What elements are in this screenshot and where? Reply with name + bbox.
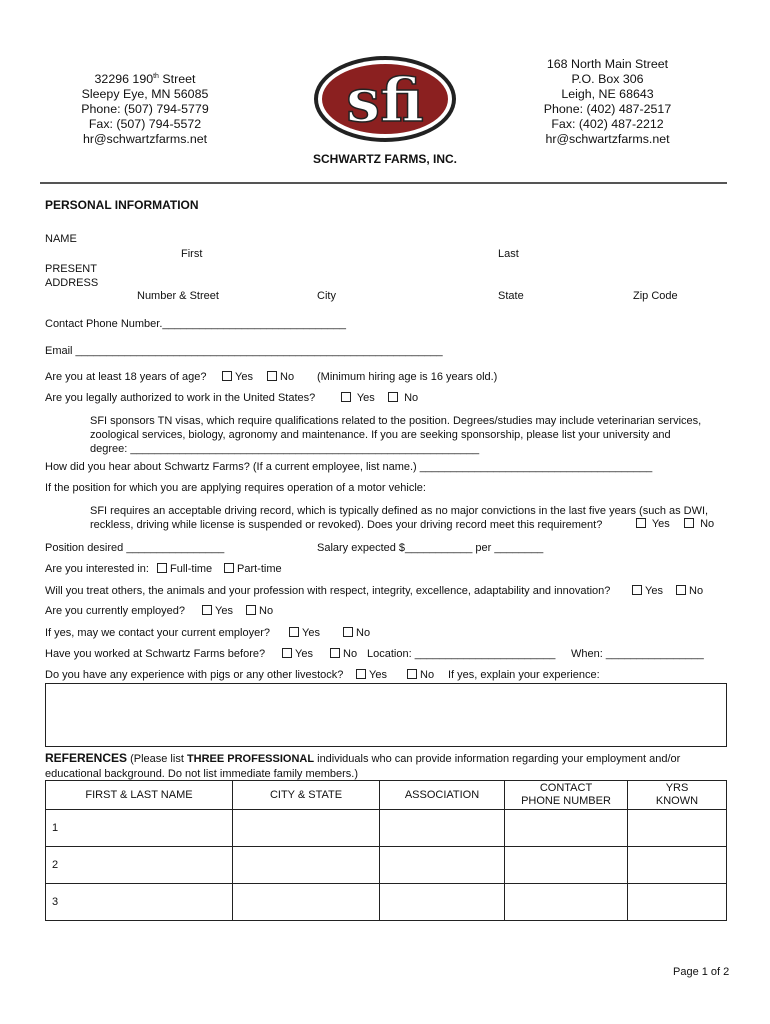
visa-line-2: zoological services, biology, agronomy and maintenance. If you are seeking sponsorship, please list your university and: [90, 429, 671, 441]
table-row: [46, 884, 727, 921]
page-number: Page 1 of 2: [673, 966, 730, 978]
worked-before-question: Have you worked at Schwartz Farms before?: [45, 648, 266, 660]
checkbox-icon[interactable]: [267, 371, 277, 381]
checkbox-icon[interactable]: [224, 563, 234, 573]
checkbox-icon[interactable]: [632, 585, 642, 595]
age-note: (Minimum hiring age is 16 years old.): [317, 371, 498, 383]
reference-1-phone-cell[interactable]: [505, 810, 628, 847]
left-address-fax: Fax: (507) 794-5572: [88, 117, 202, 132]
right-address-email: hr@schwartzfarms.net: [545, 132, 670, 146]
checkbox-icon[interactable]: [222, 371, 232, 381]
work-auth-no-checkbox[interactable]: No: [388, 392, 418, 404]
livestock-question: Do you have any experience with pigs or any other livestock?: [45, 669, 344, 681]
driving-no-checkbox[interactable]: No: [684, 518, 714, 530]
checkbox-icon[interactable]: [289, 627, 299, 637]
col-header-association: ASSOCIATION: [380, 781, 505, 810]
age-question: Are you at least 18 years of age?: [45, 371, 207, 383]
worked-before-no-checkbox[interactable]: No: [330, 648, 357, 660]
references-title: REFERENCES: [45, 751, 128, 765]
reference-1-name-cell[interactable]: 1: [46, 810, 233, 847]
right-address-po-box: P.O. Box 306: [571, 72, 644, 86]
checkbox-icon[interactable]: [676, 585, 686, 595]
street-caption[interactable]: Number & Street: [137, 290, 219, 302]
reference-2-years-cell[interactable]: [628, 847, 727, 884]
experience-textarea[interactable]: [45, 683, 727, 747]
first-name-caption[interactable]: First: [181, 248, 203, 260]
right-address-street: 168 North Main Street: [546, 57, 669, 71]
checkbox-icon[interactable]: [202, 605, 212, 615]
reference-1-city-cell[interactable]: [233, 810, 380, 847]
table-row: [46, 810, 727, 847]
references-header-row: [46, 781, 727, 810]
checkbox-icon[interactable]: [343, 627, 353, 637]
visa-paragraph: [90, 414, 730, 456]
company-logo: [312, 54, 458, 144]
email-field[interactable]: Email ____________________________________________________________: [45, 345, 443, 357]
work-auth-question: Are you legally authorized to work in the United States?: [45, 392, 316, 404]
driving-paragraph: [90, 504, 730, 532]
location-field[interactable]: Location: _______________________: [367, 648, 556, 660]
checkbox-icon[interactable]: [407, 669, 417, 679]
respect-no-checkbox[interactable]: No: [676, 585, 703, 597]
logo-text: sfi: [346, 66, 424, 136]
left-address-phone: Phone: (507) 794-5779: [81, 102, 209, 117]
checkbox-icon[interactable]: [330, 648, 340, 658]
employed-no-checkbox[interactable]: No: [246, 605, 273, 617]
full-time-checkbox[interactable]: Full-time: [157, 563, 212, 575]
checkbox-icon[interactable]: [341, 392, 351, 402]
city-caption[interactable]: City: [317, 290, 336, 302]
left-address-street: 32296 190th Street: [94, 72, 196, 87]
references-intro: [45, 751, 680, 782]
last-name-caption[interactable]: Last: [498, 248, 519, 260]
name-label: NAME: [45, 233, 77, 245]
section-title: PERSONAL INFORMATION: [45, 198, 199, 212]
col-header-name: FIRST & LAST NAME: [46, 781, 233, 810]
reference-2-association-cell[interactable]: [380, 847, 505, 884]
visa-degree-field[interactable]: degree: _________________________________________________________: [90, 443, 480, 455]
reference-3-name-cell[interactable]: 3: [46, 884, 233, 921]
position-desired-field[interactable]: Position desired ________________: [45, 542, 225, 554]
visa-line-1: SFI sponsors TN visas, which require qualifications related to the position. Degrees/studies may include veterinarian services,: [90, 415, 702, 427]
present-address-label-line1: PRESENT: [45, 263, 97, 275]
motor-vehicle-note: If the position for which you are applying requires operation of a motor vehicle:: [45, 482, 426, 494]
respect-yes-checkbox[interactable]: Yes: [632, 585, 663, 597]
header-divider: [40, 182, 727, 184]
contact-phone-field[interactable]: Contact Phone Number.______________________________: [45, 318, 346, 330]
company-name: SCHWARTZ FARMS, INC.: [313, 152, 457, 166]
present-address-label: [45, 262, 98, 290]
livestock-explain-label: If yes, explain your experience:: [448, 669, 600, 681]
checkbox-icon[interactable]: [282, 648, 292, 658]
reference-3-association-cell[interactable]: [380, 884, 505, 921]
reference-2-phone-cell[interactable]: [505, 847, 628, 884]
driving-line-2: reckless, driving while license is suspended or revoked). Does your driving record meet this requirement?: [90, 519, 603, 531]
age-yes-checkbox[interactable]: Yes: [222, 371, 253, 383]
zip-caption[interactable]: Zip Code: [633, 290, 678, 302]
driving-line-1: SFI requires an acceptable driving record, which is typically defined as no major convictions in the last five years (such as DWI,: [90, 505, 709, 517]
contact-employer-question: If yes, may we contact your current employer?: [45, 627, 270, 639]
right-address-fax: Fax: (402) 487-2212: [551, 117, 664, 131]
right-address-phone: Phone: (402) 487-2517: [543, 102, 672, 116]
employed-yes-checkbox[interactable]: Yes: [202, 605, 233, 617]
reference-2-city-cell[interactable]: [233, 847, 380, 884]
references-intro-line2: educational background. Do not list immediate family members.): [45, 768, 359, 780]
left-address-email: hr@schwartzfarms.net: [82, 132, 208, 147]
right-address: [520, 57, 695, 147]
worked-before-yes-checkbox[interactable]: Yes: [282, 648, 313, 660]
left-address-city: Sleepy Eye, MN 56085: [81, 87, 209, 102]
right-address-city: Leigh, NE 68643: [561, 87, 654, 101]
part-time-checkbox[interactable]: Part-time: [224, 563, 282, 575]
reference-1-years-cell[interactable]: [628, 810, 727, 847]
interest-question: Are you interested in:: [45, 563, 149, 575]
checkbox-icon[interactable]: [636, 518, 646, 528]
employed-question: Are you currently employed?: [45, 605, 186, 617]
livestock-yes-checkbox[interactable]: Yes: [356, 669, 387, 681]
reference-3-phone-cell[interactable]: [505, 884, 628, 921]
col-header-phone: CONTACT PHONE NUMBER: [505, 781, 628, 810]
work-auth-yes-checkbox[interactable]: Yes: [341, 392, 375, 404]
table-row: [46, 847, 727, 884]
col-header-years: YRS KNOWN: [628, 781, 727, 810]
reference-1-association-cell[interactable]: [380, 810, 505, 847]
age-no-checkbox[interactable]: No: [267, 371, 294, 383]
checkbox-icon[interactable]: [684, 518, 694, 528]
when-field[interactable]: When: ________________: [571, 648, 704, 660]
contact-employer-no-checkbox[interactable]: No: [343, 627, 370, 639]
livestock-no-checkbox[interactable]: No: [407, 669, 434, 681]
checkbox-icon[interactable]: [356, 669, 366, 679]
checkbox-icon[interactable]: [246, 605, 256, 615]
reference-3-years-cell[interactable]: [628, 884, 727, 921]
hear-about-field[interactable]: How did you hear about Schwartz Farms? (If a current employee, list name.) ______________________________________: [45, 461, 653, 473]
reference-2-name-cell[interactable]: 2: [46, 847, 233, 884]
salary-expected-field[interactable]: Salary expected $___________ per ________: [317, 542, 544, 554]
reference-3-city-cell[interactable]: [233, 884, 380, 921]
respect-question: Will you treat others, the animals and your profession with respect, integrity, excellence, adaptability and innovation?: [45, 585, 611, 597]
references-table: [45, 780, 727, 921]
checkbox-icon[interactable]: [388, 392, 398, 402]
left-address: [60, 69, 230, 147]
state-caption[interactable]: State: [498, 290, 524, 302]
col-header-city: CITY & STATE: [233, 781, 380, 810]
checkbox-icon[interactable]: [157, 563, 167, 573]
logo-emblem: [312, 54, 458, 144]
references-intro-line1: REFERENCES (Please list THREE PROFESSIONAL individuals who can provide information regarding your employment and/or: [45, 751, 681, 765]
present-address-label-line2: ADDRESS: [45, 277, 99, 289]
driving-yes-checkbox[interactable]: Yes: [636, 518, 670, 530]
contact-employer-yes-checkbox[interactable]: Yes: [289, 627, 320, 639]
